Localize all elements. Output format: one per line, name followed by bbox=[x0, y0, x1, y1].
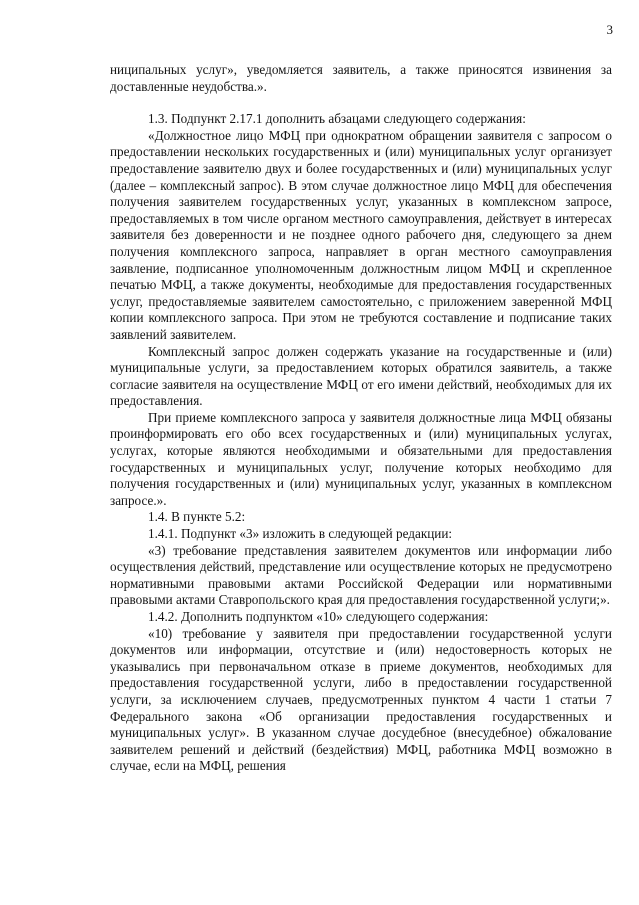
paragraph-clause-1-4: 1.4. В пункте 5.2: bbox=[148, 509, 246, 525]
document-body bbox=[110, 62, 612, 775]
paragraph-subitem-10: «10) требование у заявителя при предоставлении государственной услуги документов или информации, отсутствие и (или) недостоверность которых не указывались при первоначальном отказе в приеме документов, необходимых для предоставления государственной услуги, либо в предоставлении государственной услуги, за исключением случаев, предусмотренных пунктом 4 части 1 статьи 7 Федерального закона «Об организации предоставления государственных и муниципальных услуг». В указанном случае досудебное (внесудебное) обжалование заявителем решений и действий (бездействия) МФЦ, работника МФЦ возможно в случае, если на МФЦ, решения bbox=[110, 625, 612, 774]
paragraph-clause-1-3: 1.3. Подпункт 2.17.1 дополнить абзацами следующего содержания: bbox=[148, 111, 526, 127]
paragraph-clause-1-4-1: 1.4.1. Подпункт «3» изложить в следующей редакции: bbox=[148, 526, 453, 542]
paragraph-clause-1-4-2: 1.4.2. Дополнить подпунктом «10» следующего содержания: bbox=[148, 609, 489, 624]
paragraph-request-content: Комплексный запрос должен содержать указание на государственные и (или) муниципальные услуги, за предоставлением которых обратился заявитель, а также согласие заявителя на осуществление МФЦ от его имени действий, необходимых для их предоставления. bbox=[110, 343, 612, 409]
page-number: 3 bbox=[606, 22, 613, 37]
paragraph-continuation: ниципальных услуг», уведомляется заявитель, а также приносятся извинения за доставленные неудобства.». bbox=[110, 62, 612, 94]
paragraph-subitem-3: «3) требование представления заявителем документов или информации либо осуществления действий, представление или осуществление которых не предусмотрено нормативными правовыми актами Российской Федерации или нормативными правовыми актами Ставропольского края для предоставления государственной услуги;». bbox=[110, 542, 612, 608]
paragraph-informing: При приеме комплексного запроса у заявителя должностные лица МФЦ обязаны проинформировать его обо всех государственных и (или) муниципальных услугах, услугах, которые являются необходимыми и обязательными для предоставления государственных и муниципальных услуг, получение которых необходимо для получения государственных и (или) муниципальных услуг, указанных в комплексном запросе.». bbox=[110, 409, 612, 508]
paragraph-complex-request: «Должностное лицо МФЦ при однократном обращении заявителя с запросом о предоставлении нескольких государственных и (или) муниципальных услуг организует предоставление заявителю двух и более государственных и (или) муниципальных услуг (далее – комплексный запрос). В этом случае должностное лицо МФЦ для обеспечения получения заявителем государственных услуг, указанных в комплексном запросе, предоставляемых в том числе органом местного самоуправления, действует в интересах заявителя без доверенности и не позднее одного рабочего дня, следующего за днем получения комплексного запроса, направляет в орган местного самоуправления заявление, подписанное уполномоченным должностным лицом МФЦ и скрепленное печатью МФЦ, а также документы, необходимые для предоставления государственных услуг, предоставляемые заявителем самостоятельно, с приложением заверенной МФЦ копии комплексного запроса. При этом не требуются составление и подписание таких заявлений заявителем. bbox=[110, 127, 612, 342]
